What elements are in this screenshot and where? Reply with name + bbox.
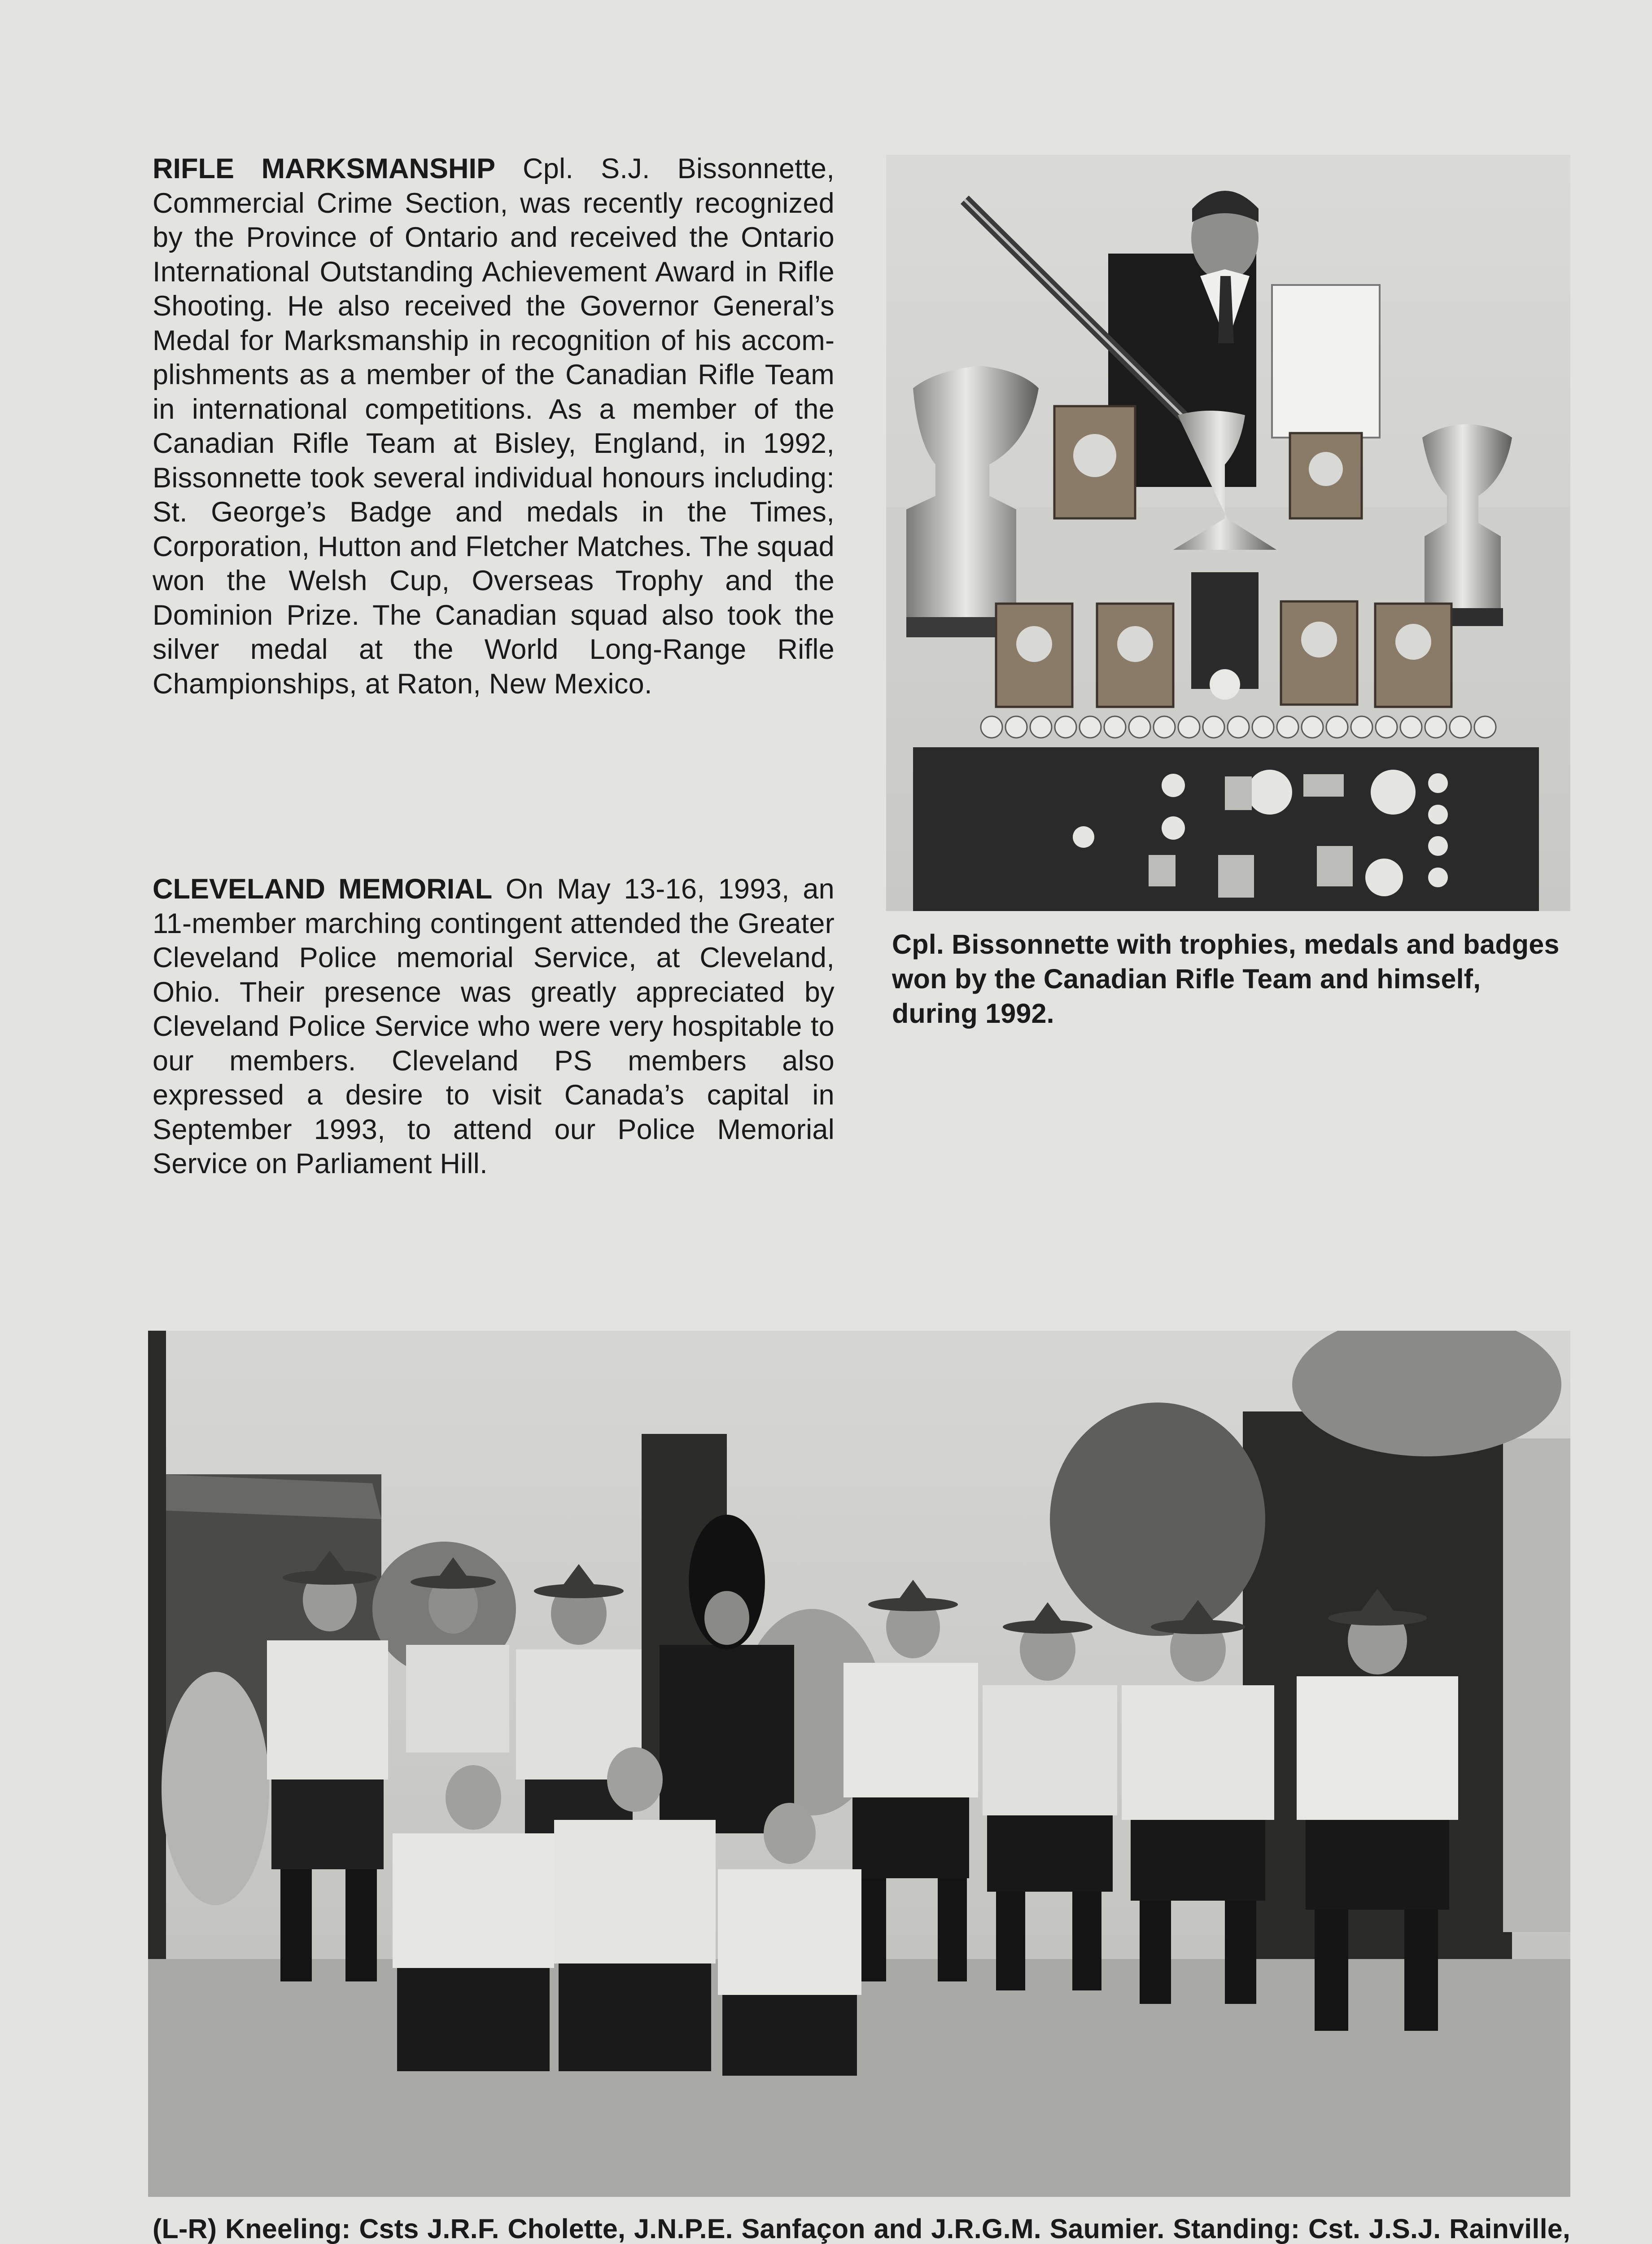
rifle-marksmanship-body: Cpl. S.J. Bissonnette, Commercial Crime Section, was recently recognized by the Province of Ontario and received the Ontario International Outstanding Achievement Award in Rifle Shooting. He also received the Governor General’s Medal for Marksmanship in recognition of his accomplishments as a member of the Canadian Rifle Team in international competitions. As a member of the Canadian Rifle Team at Bisley, England, in 1992, Bissonnette took several individual honours including: St. George’s Badge and medals in the Times, Corporation, Hutton and Fletcher Matches. The squad won the Welsh Cup, Overseas Trophy and the Dominion Prize. The Canadian squad also took the silver medal at the World Long-Range Rifle Championships, at Raton, New Mexico. — [153, 153, 835, 700]
cleveland-memorial-article — [153, 872, 835, 1181]
rifle-marksmanship-article — [153, 152, 835, 701]
trophy-photo — [886, 155, 1570, 911]
rifle-marksmanship-heading: RIFLE MARKSMANSHIP — [153, 153, 496, 184]
group-photo-caption: (L-R) Kneeling: Csts J.R.F. Cholette, J.N.P.E. Sanfaçon and J.R.G.M. Saumier. Standing: Cst. J.S.J. Rainville, — [153, 2213, 1570, 2244]
trophy-photo-image — [886, 155, 1570, 911]
trophy-photo-caption: Cpl. Bissonnette with trophies, medals and badges won by the Canadian Rifle Team and himself, during 1992. — [892, 929, 1560, 1029]
group-photo — [148, 1331, 1570, 2197]
cleveland-memorial-body: On May 13-16, 1993, an 11-member marching contingent attended the Greater Cleveland Police memorial Service, at Cleveland, Ohio. Their presence was greatly appreciated by Cleveland Police Service who were very hospitable to our members. Cleveland PS members also expressed a desire to visit Canada’s capital in September 1993, to attend our Police Memorial Service on Parliament Hill. — [153, 873, 835, 1179]
cleveland-memorial-heading: CLEVELAND MEMORIAL — [153, 873, 493, 905]
group-photo-image — [148, 1331, 1570, 2197]
